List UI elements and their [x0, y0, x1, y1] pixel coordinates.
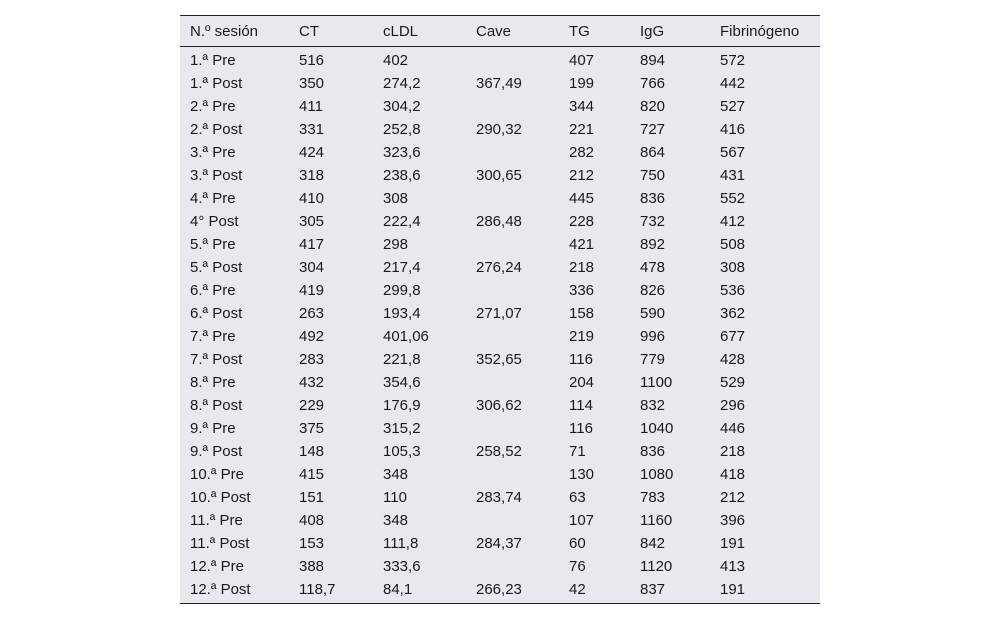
cell-session: 8.ª Pre	[190, 374, 236, 391]
cell-cldl: 105,3	[383, 443, 421, 460]
cell-tg: 407	[569, 52, 595, 69]
cell-cave	[466, 47, 559, 73]
cell-cldl: 299,8	[383, 282, 421, 299]
cell-igg: 779	[640, 351, 666, 368]
cell-tg: 221	[569, 121, 595, 138]
cell-igg: 832	[640, 397, 666, 414]
cell-cave	[466, 463, 559, 486]
cell-tg: 228	[569, 213, 595, 230]
cell-session: 6.ª Pre	[190, 282, 236, 299]
cell-cldl: 348	[383, 512, 409, 529]
cell-cldl: 110	[383, 489, 407, 506]
cell-cldl: 348	[383, 466, 409, 483]
cell-fibrinogeno: 677	[720, 328, 746, 345]
cell-session: 5.ª Pre	[190, 236, 236, 253]
table-row	[180, 532, 820, 555]
cell-fibrinogeno: 527	[720, 98, 746, 115]
table-row	[180, 210, 820, 233]
cell-cave	[466, 555, 559, 578]
cell-cave: 276,24	[476, 259, 522, 276]
table-row	[180, 486, 820, 509]
cell-tg: 445	[569, 190, 595, 207]
cell-cave	[466, 233, 559, 256]
cell-igg: 864	[640, 144, 666, 161]
cell-session: 1.ª Post	[190, 75, 243, 92]
cell-igg: 892	[640, 236, 666, 253]
cell-tg: 116	[569, 420, 593, 437]
cell-ct: 148	[299, 443, 325, 460]
cell-session: 12.ª Post	[190, 581, 251, 598]
cell-tg: 218	[569, 259, 595, 276]
cell-igg: 766	[640, 75, 666, 92]
cell-tg: 421	[569, 236, 595, 253]
cell-igg: 590	[640, 305, 666, 322]
cell-cldl: 304,2	[383, 98, 421, 115]
cell-fibrinogeno: 552	[720, 190, 746, 207]
cell-session: 5.ª Post	[190, 259, 243, 276]
cell-session: 9.ª Pre	[190, 420, 236, 437]
cell-igg: 894	[640, 52, 666, 69]
cell-fibrinogeno: 212	[720, 489, 746, 506]
cell-ct: 410	[299, 190, 325, 207]
table-row	[180, 440, 820, 463]
cell-ct: 350	[299, 75, 325, 92]
cell-fibrinogeno: 296	[720, 397, 746, 414]
cell-tg: 60	[569, 535, 586, 552]
cell-ct: 229	[299, 397, 325, 414]
header-row	[180, 16, 820, 47]
cell-cldl: 274,2	[383, 75, 421, 92]
cell-igg: 1080	[640, 466, 674, 483]
cell-igg: 1160	[640, 512, 673, 529]
cell-fibrinogeno: 308	[720, 259, 746, 276]
cell-fibrinogeno: 508	[720, 236, 746, 253]
cell-cave: 284,37	[476, 535, 522, 552]
cell-fibrinogeno: 572	[720, 52, 746, 69]
cell-cave	[466, 417, 559, 440]
cell-fibrinogeno: 442	[720, 75, 746, 92]
table-row	[180, 256, 820, 279]
cell-igg: 1100	[640, 374, 673, 391]
cell-ct: 388	[299, 558, 325, 575]
cell-fibrinogeno: 191	[720, 581, 746, 598]
cell-ct: 417	[299, 236, 325, 253]
cell-igg: 1040	[640, 420, 674, 437]
cell-fibrinogeno: 416	[720, 121, 746, 138]
table-row	[180, 348, 820, 371]
cell-igg: 727	[640, 121, 666, 138]
cell-session: 7.ª Post	[190, 351, 243, 368]
table-row	[180, 578, 820, 603]
cell-cave	[466, 325, 559, 348]
cell-igg: 836	[640, 190, 666, 207]
cell-tg: 158	[569, 305, 595, 322]
header-ct: CT	[289, 16, 373, 47]
cell-ct: 331	[299, 121, 325, 138]
cell-tg: 71	[569, 443, 586, 460]
table-row	[180, 118, 820, 141]
cell-cave	[466, 141, 559, 164]
cell-cave: 258,52	[476, 443, 522, 460]
cell-cldl: 298	[383, 236, 409, 253]
table-row	[180, 141, 820, 164]
cell-fibrinogeno: 428	[720, 351, 746, 368]
cell-fibrinogeno: 362	[720, 305, 746, 322]
cell-cave: 306,62	[476, 397, 522, 414]
cell-igg: 732	[640, 213, 666, 230]
cell-ct: 419	[299, 282, 325, 299]
cell-session: 1.ª Pre	[190, 52, 236, 69]
table-row	[180, 95, 820, 118]
cell-cldl: 323,6	[383, 144, 421, 161]
cell-cldl: 176,9	[383, 397, 421, 414]
cell-session: 9.ª Post	[190, 443, 243, 460]
table-header	[180, 16, 820, 47]
cell-cave: 352,65	[476, 351, 522, 368]
cell-ct: 411	[299, 98, 323, 115]
cell-igg: 842	[640, 535, 666, 552]
cell-igg: 836	[640, 443, 666, 460]
cell-igg: 750	[640, 167, 666, 184]
header-igg: IgG	[630, 16, 710, 47]
cell-session: 4.ª Pre	[190, 190, 236, 207]
cell-ct: 118,7	[299, 581, 336, 598]
cell-cave: 271,07	[476, 305, 522, 322]
header-session: N.º sesión	[180, 16, 289, 47]
cell-cldl: 221,8	[383, 351, 421, 368]
cell-fibrinogeno: 396	[720, 512, 746, 529]
cell-cldl: 354,6	[383, 374, 421, 391]
table-row	[180, 279, 820, 302]
cell-cldl: 222,4	[383, 213, 421, 230]
header-cldl: cLDL	[373, 16, 466, 47]
cell-ct: 424	[299, 144, 325, 161]
table-row	[180, 371, 820, 394]
cell-session: 11.ª Pre	[190, 512, 243, 529]
table-body	[180, 47, 820, 604]
cell-tg: 76	[569, 558, 586, 575]
cell-session: 3.ª Post	[190, 167, 243, 184]
cell-ct: 151	[299, 489, 325, 506]
cell-tg: 282	[569, 144, 595, 161]
cell-tg: 219	[569, 328, 595, 345]
cell-tg: 130	[569, 466, 595, 483]
cell-session: 3.ª Pre	[190, 144, 236, 161]
cell-tg: 114	[569, 397, 593, 414]
cell-fibrinogeno: 218	[720, 443, 746, 460]
cell-cldl: 111,8	[383, 535, 419, 552]
table-row	[180, 302, 820, 325]
cell-fibrinogeno: 413	[720, 558, 746, 575]
cell-fibrinogeno: 412	[720, 213, 746, 230]
cell-tg: 336	[569, 282, 595, 299]
cell-ct: 318	[299, 167, 325, 184]
cell-cldl: 238,6	[383, 167, 421, 184]
cell-fibrinogeno: 191	[720, 535, 746, 552]
cell-ct: 375	[299, 420, 325, 437]
header-tg: TG	[559, 16, 630, 47]
cell-ct: 408	[299, 512, 325, 529]
cell-fibrinogeno: 536	[720, 282, 746, 299]
cell-ct: 516	[299, 52, 325, 69]
cell-ct: 153	[299, 535, 325, 552]
cell-cldl: 333,6	[383, 558, 421, 575]
table-row	[180, 233, 820, 256]
table-row	[180, 72, 820, 95]
cell-igg: 996	[640, 328, 666, 345]
cell-cave: 283,74	[476, 489, 522, 506]
table-row	[180, 555, 820, 578]
table-row	[180, 394, 820, 417]
cell-cave: 300,65	[476, 167, 522, 184]
cell-tg: 344	[569, 98, 595, 115]
cell-ct: 432	[299, 374, 325, 391]
cell-cldl: 217,4	[383, 259, 421, 276]
table-row	[180, 417, 820, 440]
cell-tg: 212	[569, 167, 595, 184]
cell-cave	[466, 509, 559, 532]
header-fibrinogeno: Fibrinógeno	[710, 16, 820, 47]
cell-cldl: 401,06	[383, 328, 429, 345]
cell-tg: 107	[569, 512, 595, 529]
cell-igg: 820	[640, 98, 666, 115]
cell-fibrinogeno: 446	[720, 420, 746, 437]
cell-ct: 304	[299, 259, 325, 276]
cell-cave	[466, 95, 559, 118]
cell-igg: 783	[640, 489, 666, 506]
cell-cave	[466, 279, 559, 302]
cell-cave: 286,48	[476, 213, 522, 230]
table-row	[180, 164, 820, 187]
table-row	[180, 187, 820, 210]
cell-tg: 63	[569, 489, 586, 506]
cell-ct: 415	[299, 466, 325, 483]
cell-tg: 204	[569, 374, 595, 391]
session-table-container	[180, 15, 820, 604]
cell-cldl: 308	[383, 190, 409, 207]
cell-cldl: 402	[383, 52, 409, 69]
cell-session: 8.ª Post	[190, 397, 243, 414]
table-row	[180, 47, 820, 73]
cell-fibrinogeno: 567	[720, 144, 746, 161]
cell-session: 2.ª Pre	[190, 98, 236, 115]
cell-cave: 290,32	[476, 121, 522, 138]
cell-session: 10.ª Pre	[190, 466, 244, 483]
cell-cave	[466, 371, 559, 394]
cell-igg: 826	[640, 282, 666, 299]
cell-cldl: 315,2	[383, 420, 421, 437]
cell-cave: 266,23	[476, 581, 522, 598]
cell-session: 11.ª Post	[190, 535, 250, 552]
cell-cave	[466, 187, 559, 210]
table-row	[180, 509, 820, 532]
cell-fibrinogeno: 418	[720, 466, 746, 483]
cell-fibrinogeno: 431	[720, 167, 746, 184]
cell-cave: 367,49	[476, 75, 522, 92]
session-table	[180, 16, 820, 603]
cell-tg: 42	[569, 581, 586, 598]
cell-igg: 478	[640, 259, 666, 276]
cell-cldl: 252,8	[383, 121, 421, 138]
cell-session: 12.ª Pre	[190, 558, 244, 575]
cell-tg: 116	[569, 351, 593, 368]
cell-igg: 1120	[640, 558, 673, 575]
cell-session: 6.ª Post	[190, 305, 243, 322]
cell-ct: 305	[299, 213, 325, 230]
cell-fibrinogeno: 529	[720, 374, 746, 391]
cell-cldl: 84,1	[383, 581, 413, 598]
cell-session: 2.ª Post	[190, 121, 243, 138]
table-row	[180, 325, 820, 348]
cell-ct: 263	[299, 305, 325, 322]
table-row	[180, 463, 820, 486]
cell-session: 7.ª Pre	[190, 328, 236, 345]
cell-igg: 837	[640, 581, 666, 598]
header-cave: Cave	[466, 16, 559, 47]
cell-tg: 199	[569, 75, 595, 92]
cell-ct: 492	[299, 328, 325, 345]
cell-ct: 283	[299, 351, 325, 368]
cell-session: 10.ª Post	[190, 489, 251, 506]
cell-cldl: 193,4	[383, 305, 421, 322]
cell-session: 4° Post	[190, 213, 239, 230]
